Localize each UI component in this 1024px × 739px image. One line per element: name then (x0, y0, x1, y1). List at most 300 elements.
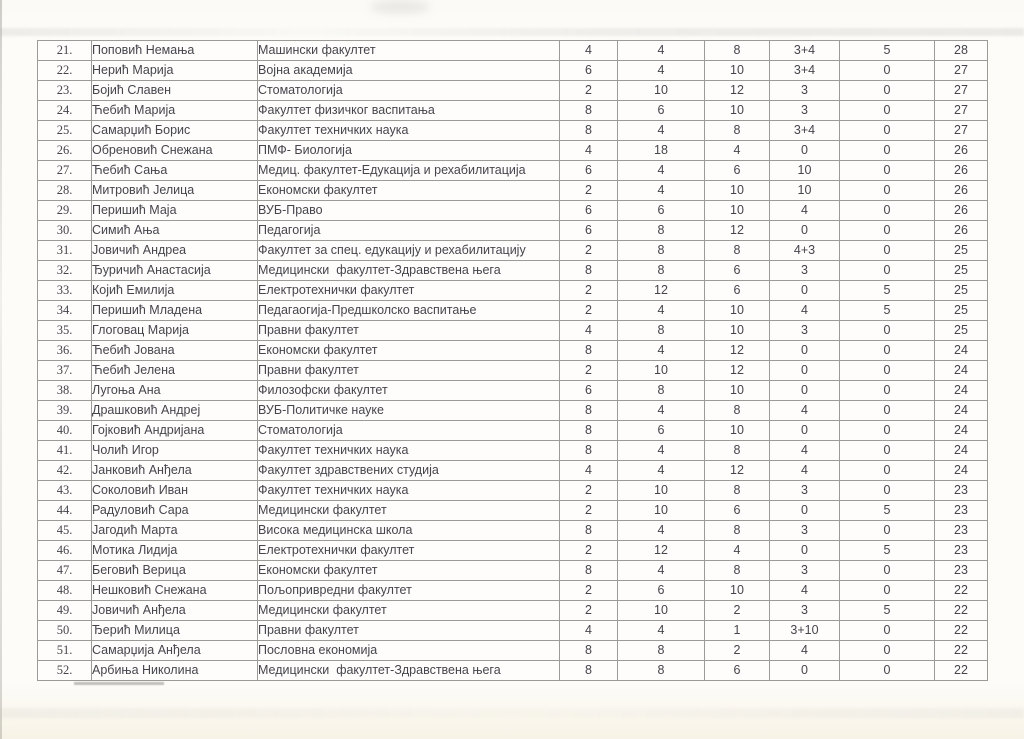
row-number-cell: 50. (38, 621, 92, 641)
row-number-cell: 48. (38, 581, 92, 601)
row-number-cell: 41. (38, 441, 92, 461)
faculty-cell: Електротехнички факултет (258, 541, 560, 561)
student-scores-table (37, 40, 988, 681)
row-number-cell: 32. (38, 261, 92, 281)
points-1-cell: 8 (560, 421, 618, 441)
row-number-cell: 25. (38, 121, 92, 141)
points-3-cell: 8 (705, 121, 770, 141)
points-4-cell: 3 (770, 521, 840, 541)
faculty-cell: Педагаогија-Предшколско васпитање (258, 301, 560, 321)
points-3-cell: 4 (705, 141, 770, 161)
points-3-cell: 12 (705, 461, 770, 481)
faculty-cell: ВУБ-Право (258, 201, 560, 221)
row-number-cell: 39. (38, 401, 92, 421)
points-5-cell: 0 (840, 641, 935, 661)
table-row (38, 201, 988, 221)
student-name-cell: Нерић Марија (92, 61, 258, 81)
points-4-cell: 3 (770, 321, 840, 341)
row-number-cell: 51. (38, 641, 92, 661)
points-3-cell: 8 (705, 521, 770, 541)
points-3-cell: 6 (705, 661, 770, 681)
points-2-cell: 8 (618, 261, 705, 281)
student-name-cell: Јовичић Анђела (92, 601, 258, 621)
points-5-cell: 0 (840, 621, 935, 641)
row-number-cell: 34. (38, 301, 92, 321)
points-1-cell: 6 (560, 161, 618, 181)
points-4-cell: 4 (770, 641, 840, 661)
points-4-cell: 3 (770, 561, 840, 581)
table-row (38, 241, 988, 261)
faculty-cell: Педагогија (258, 221, 560, 241)
points-2-cell: 4 (618, 621, 705, 641)
points-4-cell: 3 (770, 601, 840, 621)
points-4-cell: 4 (770, 461, 840, 481)
student-name-cell: Ћебић Сања (92, 161, 258, 181)
student-name-cell: Соколовић Иван (92, 481, 258, 501)
total-cell: 26 (935, 161, 988, 181)
points-5-cell: 5 (840, 601, 935, 621)
points-3-cell: 10 (705, 61, 770, 81)
student-name-cell: Драшковић Андреј (92, 401, 258, 421)
row-number-cell: 38. (38, 381, 92, 401)
student-name-cell: Симић Ања (92, 221, 258, 241)
points-1-cell: 4 (560, 141, 618, 161)
points-1-cell: 8 (560, 641, 618, 661)
table-row (38, 401, 988, 421)
faculty-cell: Факултет здравствених студија (258, 461, 560, 481)
student-name-cell: Радуловић Сара (92, 501, 258, 521)
student-name-cell: Ћебић Јелена (92, 361, 258, 381)
points-2-cell: 4 (618, 561, 705, 581)
row-number-cell: 46. (38, 541, 92, 561)
total-cell: 24 (935, 381, 988, 401)
total-cell: 23 (935, 541, 988, 561)
table-row (38, 321, 988, 341)
student-name-cell: Обреновић Снежана (92, 141, 258, 161)
points-1-cell: 2 (560, 301, 618, 321)
table-row (38, 421, 988, 441)
total-cell: 26 (935, 201, 988, 221)
table-row (38, 361, 988, 381)
table-row (38, 41, 988, 61)
faculty-cell: Медиц. факултет-Едукација и рехабилитација (258, 161, 560, 181)
points-2-cell: 12 (618, 541, 705, 561)
points-4-cell: 3 (770, 81, 840, 101)
points-4-cell: 10 (770, 181, 840, 201)
row-number-cell: 45. (38, 521, 92, 541)
table-row (38, 341, 988, 361)
points-3-cell: 12 (705, 341, 770, 361)
points-1-cell: 8 (560, 661, 618, 681)
table-row (38, 481, 988, 501)
table-row (38, 221, 988, 241)
points-2-cell: 10 (618, 501, 705, 521)
points-4-cell: 0 (770, 281, 840, 301)
points-2-cell: 4 (618, 341, 705, 361)
points-4-cell: 4 (770, 301, 840, 321)
points-2-cell: 10 (618, 81, 705, 101)
faculty-cell: Медицински факултет-Здравствена њега (258, 261, 560, 281)
points-1-cell: 2 (560, 601, 618, 621)
total-cell: 22 (935, 641, 988, 661)
points-3-cell: 10 (705, 101, 770, 121)
points-4-cell: 0 (770, 341, 840, 361)
points-4-cell: 0 (770, 421, 840, 441)
points-1-cell: 2 (560, 361, 618, 381)
student-name-cell: Бојић Славен (92, 81, 258, 101)
table-row (38, 581, 988, 601)
points-3-cell: 4 (705, 541, 770, 561)
points-2-cell: 4 (618, 61, 705, 81)
faculty-cell: Стоматологија (258, 421, 560, 441)
points-5-cell: 5 (840, 541, 935, 561)
points-1-cell: 8 (560, 561, 618, 581)
points-2-cell: 6 (618, 201, 705, 221)
points-5-cell: 0 (840, 141, 935, 161)
scan-shadow-bottom (0, 708, 1024, 718)
table-row (38, 121, 988, 141)
points-2-cell: 4 (618, 441, 705, 461)
total-cell: 25 (935, 281, 988, 301)
row-number-cell: 44. (38, 501, 92, 521)
table-row (38, 261, 988, 281)
points-5-cell: 0 (840, 561, 935, 581)
points-5-cell: 0 (840, 161, 935, 181)
points-2-cell: 10 (618, 481, 705, 501)
row-number-cell: 37. (38, 361, 92, 381)
points-3-cell: 1 (705, 621, 770, 641)
points-5-cell: 5 (840, 281, 935, 301)
points-3-cell: 8 (705, 401, 770, 421)
points-3-cell: 10 (705, 581, 770, 601)
points-4-cell: 3 (770, 261, 840, 281)
points-3-cell: 10 (705, 181, 770, 201)
table-row (38, 381, 988, 401)
student-name-cell: Мотика Лидија (92, 541, 258, 561)
points-5-cell: 0 (840, 401, 935, 421)
student-name-cell: Поповић Немања (92, 41, 258, 61)
row-number-cell: 33. (38, 281, 92, 301)
faculty-cell: Пољопривредни факултет (258, 581, 560, 601)
points-3-cell: 2 (705, 601, 770, 621)
points-4-cell: 4 (770, 581, 840, 601)
points-1-cell: 2 (560, 241, 618, 261)
table-row (38, 161, 988, 181)
points-4-cell: 3+10 (770, 621, 840, 641)
points-2-cell: 8 (618, 241, 705, 261)
points-1-cell: 4 (560, 621, 618, 641)
points-3-cell: 8 (705, 561, 770, 581)
total-cell: 23 (935, 501, 988, 521)
points-2-cell: 10 (618, 361, 705, 381)
points-3-cell: 12 (705, 81, 770, 101)
points-5-cell: 0 (840, 221, 935, 241)
page-edge-shadow-left (0, 0, 2, 739)
points-2-cell: 8 (618, 661, 705, 681)
points-4-cell: 3+4 (770, 41, 840, 61)
table-row (38, 561, 988, 581)
points-4-cell: 3+4 (770, 61, 840, 81)
points-1-cell: 6 (560, 381, 618, 401)
student-name-cell: Митровић Јелица (92, 181, 258, 201)
points-4-cell: 4 (770, 441, 840, 461)
row-number-cell: 36. (38, 341, 92, 361)
points-1-cell: 6 (560, 201, 618, 221)
table-row (38, 621, 988, 641)
faculty-cell: Филозофски факултет (258, 381, 560, 401)
student-name-cell: Лугоња Ана (92, 381, 258, 401)
table-row (38, 81, 988, 101)
scan-shadow-top (0, 28, 1024, 36)
total-cell: 27 (935, 101, 988, 121)
total-cell: 26 (935, 181, 988, 201)
points-4-cell: 3 (770, 101, 840, 121)
points-5-cell: 0 (840, 381, 935, 401)
row-number-cell: 28. (38, 181, 92, 201)
points-5-cell: 5 (840, 301, 935, 321)
points-1-cell: 2 (560, 181, 618, 201)
total-cell: 24 (935, 421, 988, 441)
faculty-cell: Економски факултет (258, 561, 560, 581)
table-row (38, 61, 988, 81)
points-3-cell: 10 (705, 381, 770, 401)
points-2-cell: 8 (618, 381, 705, 401)
row-number-cell: 21. (38, 41, 92, 61)
points-1-cell: 8 (560, 261, 618, 281)
points-1-cell: 8 (560, 101, 618, 121)
points-5-cell: 0 (840, 341, 935, 361)
points-1-cell: 2 (560, 281, 618, 301)
points-5-cell: 0 (840, 481, 935, 501)
table-row (38, 541, 988, 561)
points-5-cell: 0 (840, 521, 935, 541)
points-4-cell: 3 (770, 481, 840, 501)
points-4-cell: 3+4 (770, 121, 840, 141)
student-name-cell: Ђерић Милица (92, 621, 258, 641)
points-2-cell: 4 (618, 161, 705, 181)
points-4-cell: 10 (770, 161, 840, 181)
row-number-cell: 43. (38, 481, 92, 501)
row-number-cell: 42. (38, 461, 92, 481)
points-3-cell: 6 (705, 281, 770, 301)
points-4-cell: 0 (770, 501, 840, 521)
total-cell: 24 (935, 461, 988, 481)
total-cell: 24 (935, 441, 988, 461)
total-cell: 27 (935, 61, 988, 81)
total-cell: 25 (935, 241, 988, 261)
points-2-cell: 4 (618, 401, 705, 421)
points-1-cell: 8 (560, 521, 618, 541)
points-5-cell: 0 (840, 321, 935, 341)
points-3-cell: 8 (705, 241, 770, 261)
points-1-cell: 8 (560, 401, 618, 421)
faculty-cell: Стоматологија (258, 81, 560, 101)
points-3-cell: 2 (705, 641, 770, 661)
total-cell: 24 (935, 361, 988, 381)
student-name-cell: Јанковић Анђела (92, 461, 258, 481)
points-3-cell: 12 (705, 361, 770, 381)
student-name-cell: Ђуричић Анастасија (92, 261, 258, 281)
points-2-cell: 8 (618, 321, 705, 341)
faculty-cell: Електротехнички факултет (258, 281, 560, 301)
student-name-cell: Беговић Верица (92, 561, 258, 581)
points-4-cell: 0 (770, 361, 840, 381)
points-2-cell: 6 (618, 421, 705, 441)
points-3-cell: 10 (705, 301, 770, 321)
table-row (38, 281, 988, 301)
points-2-cell: 4 (618, 181, 705, 201)
student-name-cell: Ћебић Марија (92, 101, 258, 121)
faculty-cell: Факултет техничких наука (258, 121, 560, 141)
faculty-cell: Факултет техничких наука (258, 441, 560, 461)
row-number-cell: 23. (38, 81, 92, 101)
points-4-cell: 0 (770, 661, 840, 681)
points-4-cell: 0 (770, 141, 840, 161)
points-1-cell: 8 (560, 441, 618, 461)
row-number-cell: 27. (38, 161, 92, 181)
student-name-cell: Самарџић Борис (92, 121, 258, 141)
total-cell: 24 (935, 401, 988, 421)
points-1-cell: 4 (560, 461, 618, 481)
faculty-cell: Економски факултет (258, 341, 560, 361)
points-2-cell: 8 (618, 641, 705, 661)
student-name-cell: Перишић Маја (92, 201, 258, 221)
student-name-cell: Глоговац Марија (92, 321, 258, 341)
points-4-cell: 0 (770, 381, 840, 401)
table-row (38, 601, 988, 621)
points-5-cell: 0 (840, 121, 935, 141)
points-2-cell: 18 (618, 141, 705, 161)
points-2-cell: 4 (618, 121, 705, 141)
points-3-cell: 8 (705, 41, 770, 61)
points-3-cell: 6 (705, 501, 770, 521)
points-4-cell: 0 (770, 221, 840, 241)
student-name-cell: Јовичић Андреа (92, 241, 258, 261)
faculty-cell: Факултет физичког васпитања (258, 101, 560, 121)
points-5-cell: 0 (840, 181, 935, 201)
row-number-cell: 30. (38, 221, 92, 241)
total-cell: 26 (935, 141, 988, 161)
points-1-cell: 6 (560, 61, 618, 81)
row-number-cell: 24. (38, 101, 92, 121)
faculty-cell: Војна академија (258, 61, 560, 81)
faculty-cell: Факултет за спец. едукацију и рехабилитацију (258, 241, 560, 261)
points-2-cell: 6 (618, 101, 705, 121)
points-5-cell: 0 (840, 661, 935, 681)
points-5-cell: 0 (840, 581, 935, 601)
row-number-cell: 49. (38, 601, 92, 621)
points-1-cell: 8 (560, 341, 618, 361)
total-cell: 27 (935, 121, 988, 141)
points-5-cell: 0 (840, 441, 935, 461)
total-cell: 23 (935, 521, 988, 541)
faculty-cell: Висока медицинска школа (258, 521, 560, 541)
student-name-cell: Ћебић Јована (92, 341, 258, 361)
student-name-cell: Гојковић Андријана (92, 421, 258, 441)
points-3-cell: 12 (705, 221, 770, 241)
table-row (38, 141, 988, 161)
row-number-cell: 31. (38, 241, 92, 261)
faculty-cell: Медицински факултет (258, 501, 560, 521)
total-cell: 26 (935, 221, 988, 241)
points-2-cell: 6 (618, 581, 705, 601)
faculty-cell: Факултет техничких наука (258, 481, 560, 501)
table-row (38, 661, 988, 681)
row-number-cell: 26. (38, 141, 92, 161)
total-cell: 22 (935, 621, 988, 641)
student-name-cell: Перишић Младена (92, 301, 258, 321)
points-1-cell: 4 (560, 321, 618, 341)
points-2-cell: 8 (618, 221, 705, 241)
points-1-cell: 2 (560, 81, 618, 101)
faculty-cell: Медицински факултет (258, 601, 560, 621)
points-5-cell: 0 (840, 361, 935, 381)
row-number-cell: 35. (38, 321, 92, 341)
faculty-cell: Правни факултет (258, 621, 560, 641)
points-1-cell: 8 (560, 121, 618, 141)
points-5-cell: 0 (840, 61, 935, 81)
table-row (38, 521, 988, 541)
student-name-cell: Самарџија Анђела (92, 641, 258, 661)
total-cell: 23 (935, 561, 988, 581)
points-2-cell: 12 (618, 281, 705, 301)
points-3-cell: 8 (705, 441, 770, 461)
total-cell: 23 (935, 481, 988, 501)
student-name-cell: Нешковић Снежана (92, 581, 258, 601)
points-4-cell: 4+3 (770, 241, 840, 261)
student-name-cell: Којић Емилија (92, 281, 258, 301)
table-row (38, 461, 988, 481)
points-5-cell: 5 (840, 41, 935, 61)
points-1-cell: 2 (560, 581, 618, 601)
student-name-cell: Арбиња Николина (92, 661, 258, 681)
table-row (38, 101, 988, 121)
points-5-cell: 0 (840, 461, 935, 481)
points-3-cell: 10 (705, 201, 770, 221)
points-3-cell: 10 (705, 421, 770, 441)
faculty-cell: Правни факултет (258, 321, 560, 341)
scan-smudge (370, 0, 430, 14)
points-1-cell: 2 (560, 541, 618, 561)
table-row (38, 501, 988, 521)
faculty-cell: ВУБ-Политичке науке (258, 401, 560, 421)
points-5-cell: 0 (840, 201, 935, 221)
student-name-cell: Јагодић Марта (92, 521, 258, 541)
points-4-cell: 4 (770, 201, 840, 221)
row-number-cell: 29. (38, 201, 92, 221)
total-cell: 28 (935, 41, 988, 61)
total-cell: 24 (935, 341, 988, 361)
table-row (38, 301, 988, 321)
points-5-cell: 5 (840, 501, 935, 521)
total-cell: 27 (935, 81, 988, 101)
row-number-cell: 40. (38, 421, 92, 441)
total-cell: 22 (935, 661, 988, 681)
points-5-cell: 0 (840, 81, 935, 101)
total-cell: 25 (935, 301, 988, 321)
faculty-cell: Пословна економија (258, 641, 560, 661)
points-2-cell: 4 (618, 41, 705, 61)
table-row (38, 181, 988, 201)
points-5-cell: 0 (840, 261, 935, 281)
student-scores-table-body (38, 41, 988, 681)
points-1-cell: 4 (560, 41, 618, 61)
total-cell: 25 (935, 321, 988, 341)
total-cell: 22 (935, 601, 988, 621)
points-3-cell: 8 (705, 481, 770, 501)
points-2-cell: 4 (618, 521, 705, 541)
total-cell: 25 (935, 261, 988, 281)
